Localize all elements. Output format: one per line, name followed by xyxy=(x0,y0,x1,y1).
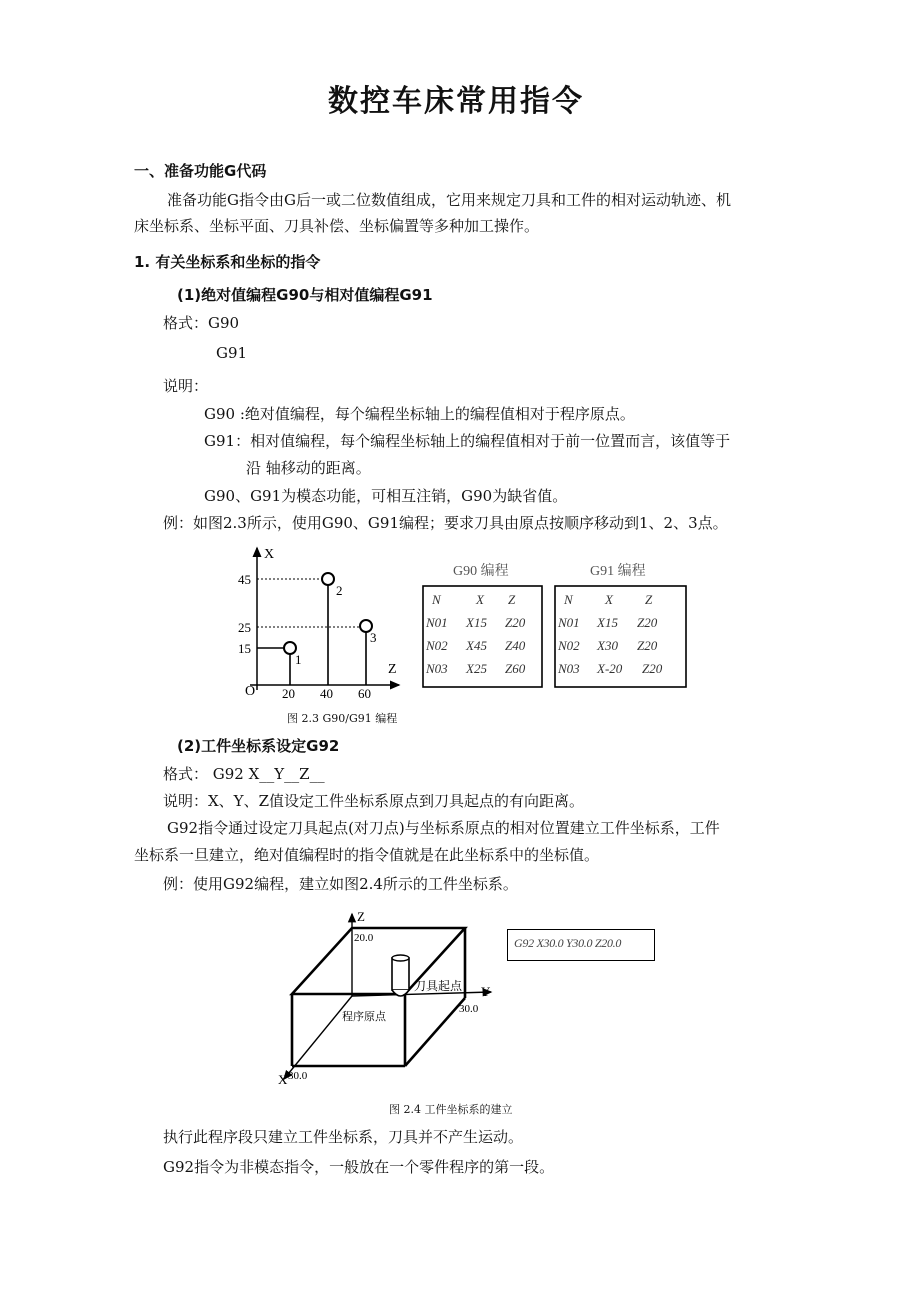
axis-label-z: Z xyxy=(388,662,397,677)
g90-cell: Z40 xyxy=(505,638,526,653)
g92-desc-2: 坐标系一旦建立，绝对值编程时的指令值就是在此坐标系中的坐标值。 xyxy=(134,846,600,864)
g90-cell: N03 xyxy=(426,661,448,676)
g90-cell: X45 xyxy=(466,638,487,653)
example-1: 例：如图2.3所示，使用G90、G91编程；要求刀具由原点按顺序移动到1、2、3点。 xyxy=(163,514,728,532)
g90-cell: Z xyxy=(508,592,516,607)
closing-line-1: 执行此程序段只建立工件坐标系，刀具并不产生运动。 xyxy=(163,1128,524,1146)
origin-label: O xyxy=(245,684,256,699)
g91-cell: N02 xyxy=(558,638,580,653)
tool-start-label: 刀具起点 xyxy=(414,979,463,993)
g92-code-text: G92 X30.0 Y30.0 Z20.0 xyxy=(514,936,622,950)
g91-cell: N03 xyxy=(558,661,580,676)
g91-cell: X-20 xyxy=(597,661,623,676)
g90-cell: N01 xyxy=(426,615,448,630)
g90-cell: X xyxy=(476,592,484,607)
closing-line-2: G92指令为非模态指令，一般放在一个零件程序的第一段。 xyxy=(163,1158,555,1176)
tick-z-40: 40 xyxy=(320,686,333,701)
program-origin-label: 程序原点 xyxy=(342,1011,386,1023)
figure-2-3-tables xyxy=(420,556,690,691)
item2-heading: (2)工件坐标系设定G92 xyxy=(177,737,340,755)
axis-label-z: Z xyxy=(357,909,365,924)
explain-label: 说明： xyxy=(163,377,209,395)
tool-icon xyxy=(392,955,409,996)
g91-cell: N xyxy=(564,592,573,607)
figure-2-3-caption: 图 2.3 G90/G91 编程 xyxy=(287,712,398,725)
g90-description: G90 :绝对值编程，每个编程坐标轴上的编程值相对于程序原点。 xyxy=(204,405,635,423)
g91-table-title: G91 编程 xyxy=(590,564,646,579)
modal-description: G90、G91为模态功能，可相互注销，G90为缺省值。 xyxy=(204,487,568,505)
format-g91: G91 xyxy=(216,344,248,362)
g90-cell: N xyxy=(432,592,441,607)
intro-line-1: 准备功能G指令由G后一或二位数值组成，它用来规定刀具和工件的相对运动轨迹、机 xyxy=(167,191,731,209)
tick-z-60: 60 xyxy=(358,686,371,701)
intro-line-2: 床坐标系、坐标平面、刀具补偿、坐标偏置等多种加工操作。 xyxy=(134,217,540,235)
g91-cell: Z20 xyxy=(637,615,658,630)
g91-cell: X15 xyxy=(597,615,618,630)
point-label-1: 1 xyxy=(295,652,302,667)
g91-cell: Z20 xyxy=(642,661,663,676)
axis-label-x: X xyxy=(278,1072,288,1087)
g90-cell: Z60 xyxy=(505,661,526,676)
subsection-heading: 1. 有关坐标系和坐标的指令 xyxy=(134,253,321,271)
z-value-label: 20.0 xyxy=(354,932,374,944)
g92-format: 格式： G92 X__Y__Z__ xyxy=(163,765,325,783)
tick-x-45: 45 xyxy=(238,572,251,587)
g91-cell: X xyxy=(605,592,613,607)
axis-label-y: Y xyxy=(481,984,491,999)
g92-explain: 说明：X、Y、Z值设定工件坐标系原点到刀具起点的有向距离。 xyxy=(163,792,585,810)
figure-2-3-plot xyxy=(236,540,406,708)
figure-2-4-diagram xyxy=(276,906,501,1091)
g90-cell: X25 xyxy=(466,661,487,676)
g91-cell: X30 xyxy=(597,638,618,653)
g91-cell: Z xyxy=(645,592,653,607)
g91-description-1: G91：相对值编程，每个编程坐标轴上的编程值相对于前一位置而言，该值等于 xyxy=(204,432,731,450)
section-heading: 一、准备功能G代码 xyxy=(134,162,267,180)
g92-code-box xyxy=(507,929,655,961)
y-value-label: 30.0 xyxy=(459,1003,479,1015)
axis-label-x: X xyxy=(264,547,275,562)
g91-cell: Z20 xyxy=(637,638,658,653)
g90-cell: X15 xyxy=(466,615,487,630)
g90-table-title: G90 编程 xyxy=(453,564,509,579)
tick-z-20: 20 xyxy=(282,686,295,701)
page-title: 数控车床常用指令 xyxy=(328,84,584,119)
g91-description-2: 沿 轴移动的距离。 xyxy=(246,459,371,477)
x-value-label: 30.0 xyxy=(288,1070,308,1082)
point-2-marker xyxy=(322,573,334,585)
tick-x-15: 15 xyxy=(238,641,251,656)
item1-heading: (1)绝对值编程G90与相对值编程G91 xyxy=(177,286,433,304)
point-label-3: 3 xyxy=(370,630,377,645)
tick-x-25: 25 xyxy=(238,620,251,635)
g91-cell: N01 xyxy=(558,615,580,630)
g90-cell: Z20 xyxy=(505,615,526,630)
format-label: 格式：G90 xyxy=(163,314,240,332)
example-2: 例：使用G92编程，建立如图2.4所示的工件坐标系。 xyxy=(163,875,518,893)
g92-desc-1: G92指令通过设定刀具起点(对刀点)与坐标系原点的相对位置建立工件坐标系，工件 xyxy=(167,819,720,837)
figure-2-4-caption: 图 2.4 工件坐标系的建立 xyxy=(389,1103,513,1116)
point-label-2: 2 xyxy=(336,583,343,598)
workpiece-box xyxy=(292,928,465,1066)
g90-cell: N02 xyxy=(426,638,448,653)
